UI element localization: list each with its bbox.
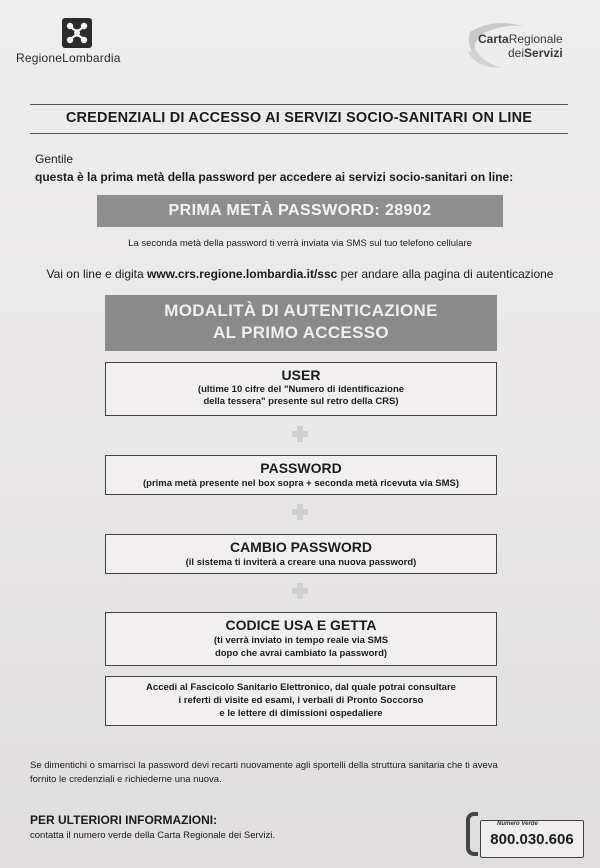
rosa-camuna-icon [62, 18, 92, 48]
phone-handset-icon [466, 812, 478, 856]
forget-text-line2: fornito le credenziali e richiederne una nuova. [30, 774, 222, 785]
numero-verde-badge [466, 812, 584, 858]
step-subtext: della tessera" presente sul retro della CRS) [203, 396, 399, 407]
fascicolo-line: Accedi al Fascicolo Sanitario Elettronico, dal quale potrai consultare [146, 682, 456, 693]
fascicolo-box [105, 676, 497, 726]
step-cambio-password [105, 534, 497, 574]
step-heading: USER [281, 367, 321, 383]
regione-lombardia-logo [16, 18, 146, 68]
step-subtext: (ti verrà inviato in tempo reale via SMS [213, 635, 389, 646]
online-instruction: Vai on line e digita www.crs.regione.lombardia.it/ssc per andare alla pagina di autenticazione [46, 267, 554, 281]
regione-lombardia-text: RegioneLombardia [16, 51, 121, 65]
document-title: CREDENZIALI DI ACCESSO AI SERVIZI SOCIO-SANITARI ON LINE [65, 110, 533, 126]
plus-icon [290, 581, 310, 601]
step-heading: PASSWORD [260, 460, 342, 476]
step-subtext: (ultime 10 cifre del "Numero di identificazione [197, 384, 405, 395]
plus-icon [290, 502, 310, 522]
greeting: Gentile [35, 152, 74, 166]
step-subtext: (il sistema ti inviterà a creare una nuova password) [185, 557, 417, 568]
carta-regionale-servizi-logo [462, 22, 584, 72]
step-codice-usa-e-getta [105, 612, 497, 666]
password-note: La seconda metà della password ti verrà inviata via SMS sul tuo telefono cellulare [128, 238, 472, 249]
auth-mode-line1: MODALITÀ DI AUTENTICAZIONE [164, 301, 438, 320]
step-password [105, 455, 497, 495]
step-heading: CAMBIO PASSWORD [229, 539, 373, 555]
step-subtext: (prima metà presente nel box sopra + seconda metà ricevuta via SMS) [143, 478, 459, 489]
step-heading: CODICE USA E GETTA [225, 617, 377, 633]
numero-verde-number: 800.030.606 [490, 831, 574, 848]
forget-text-line1: Se dimentichi o smarrisci la password devi recarti nuovamente agli sportelli della struttura sanitaria che ti aveva [30, 760, 498, 771]
plus-icon [290, 424, 310, 444]
auth-mode-box [105, 295, 497, 351]
title-bar [30, 104, 568, 134]
fascicolo-line: i referti di visite ed esami, i verbali di Pronto Soccorso [178, 695, 424, 706]
step-subtext: dopo che avrai cambiato la password) [214, 648, 388, 659]
password-box-text: PRIMA METÀ PASSWORD: 28902 [168, 202, 432, 219]
site-url: www.crs.regione.lombardia.it/ssc [147, 267, 338, 281]
numero-verde-tag: Numero Verde [497, 821, 538, 827]
crs-logo-line2: deiServizi [508, 46, 563, 60]
numero-verde-box [480, 820, 584, 858]
intro-text: questa è la prima metà della password per accedere ai servizi socio-sanitari on line: [35, 170, 514, 184]
fascicolo-line: e le lettere di dimissioni ospedaliere [219, 708, 383, 719]
step-user [105, 362, 497, 416]
password-box [97, 195, 503, 227]
more-info-text: contatta il numero verde della Carta Regionale dei Servizi. [30, 830, 276, 841]
auth-mode-line2: AL PRIMO ACCESSO [213, 323, 389, 342]
crs-logo-line1: CartaRegionale [478, 32, 563, 46]
more-info-heading: PER ULTERIORI INFORMAZIONI: [30, 813, 218, 827]
